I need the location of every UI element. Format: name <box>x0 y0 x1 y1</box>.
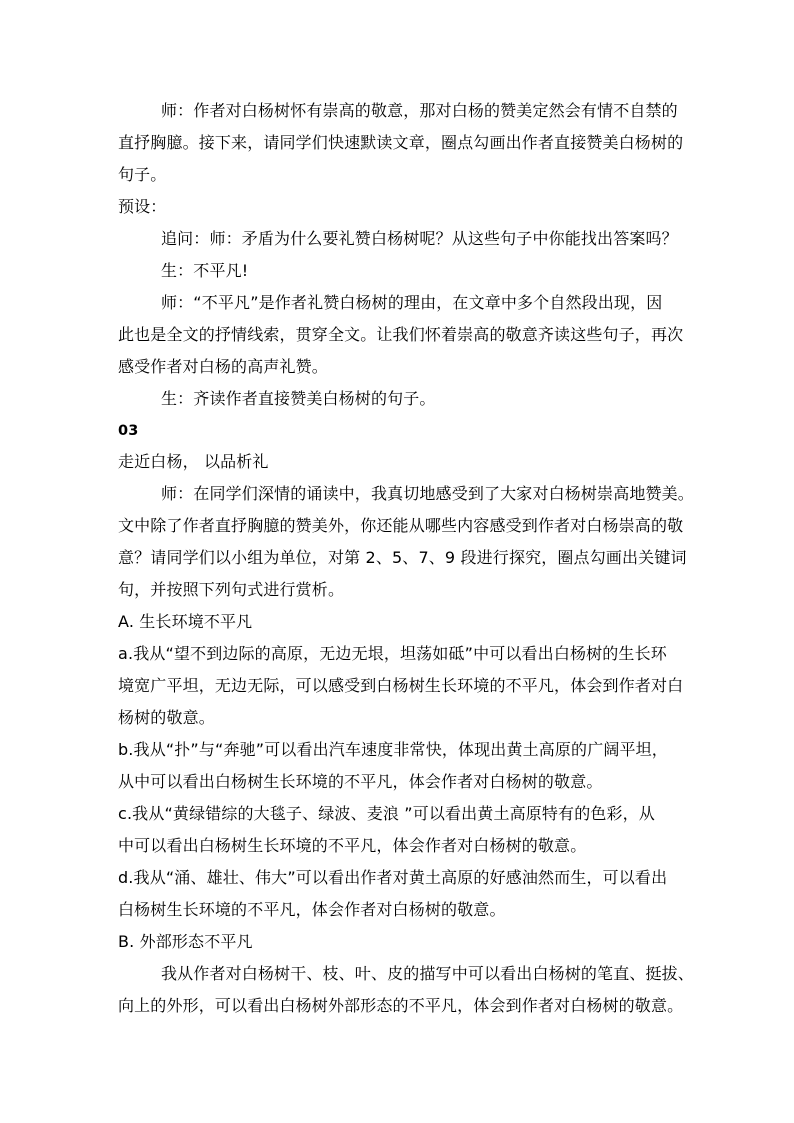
paragraph-line: 我从作者对白杨树干、枝、叶、皮的描写中可以看出白杨树的笔直、挺拔、 <box>161 964 694 983</box>
paragraph-line: 追问：师：矛盾为什么要礼赞白杨树呢？从这些句子中你能找出答案吗？ <box>161 229 678 248</box>
paragraph-line: 师：作者对白杨树怀有崇高的敬意，那对白杨的赞美定然会有情不自禁的 <box>161 101 678 120</box>
section-number: 03 <box>118 423 139 439</box>
list-item-line: a.我从“望不到边际的高原，无边无垠，坦荡如砥”中可以看出白杨树的生长环 <box>118 644 667 663</box>
list-item-line: b.我从“扑”与“奔驰”可以看出汽车速度非常快，体现出黄土高原的广阔平坦， <box>118 740 668 759</box>
subheading: A. 生长环境不平凡 <box>118 612 253 631</box>
paragraph-line: 直抒胸臆。接下来，请同学们快速默读文章，圈点勾画出作者直接赞美白杨树的 <box>118 133 684 152</box>
section-heading: 走近白杨， 以品析礼 <box>118 452 269 471</box>
section-label: 预设： <box>118 197 167 216</box>
list-item-line: 白杨树生长环境的不平凡，体会作者对白杨树的敬意。 <box>118 900 506 919</box>
paragraph-line: 意？请同学们以小组为单位，对第 2、5、7、9 段进行探究，圈点勾画出关键词 <box>118 548 687 567</box>
paragraph-line: 生：不平凡! <box>161 261 249 280</box>
paragraph-line: 师：“不平凡”是作者礼赞白杨树的理由，在文章中多个自然段出现，因 <box>161 293 663 312</box>
paragraph-line: 向上的外形，可以看出白杨树外部形态的不平凡，体会到作者对白杨树的敬意。 <box>118 996 684 1015</box>
list-item-line: 杨树的敬意。 <box>118 708 215 727</box>
list-item-line: 中可以看出白杨树生长环境的不平凡，体会作者对白杨树的敬意。 <box>118 836 587 855</box>
list-item-line: 境宽广平坦，无边无际，可以感受到白杨树生长环境的不平凡，体会到作者对白 <box>118 676 684 695</box>
subheading: B. 外部形态不平凡 <box>118 932 253 951</box>
paragraph-line: 文中除了作者直抒胸臆的赞美外，你还能从哪些内容感受到作者对白杨崇高的敬 <box>118 516 684 535</box>
paragraph-line: 句子。 <box>118 165 167 184</box>
list-item-line: 从中可以看出白杨树生长环境的不平凡，体会作者对白杨树的敬意。 <box>118 772 603 791</box>
paragraph-line: 句，并按照下列句式进行赏析。 <box>118 580 345 599</box>
paragraph-line: 生：齐读作者直接赞美白杨树的句子。 <box>161 389 436 408</box>
list-item-line: d.我从“涌、雄壮、伟大”可以看出作者对黄土高原的好感油然而生，可以看出 <box>118 868 668 887</box>
list-item-line: c.我从“黄绿错综的大毯子、绿波、麦浪 ”可以看出黄土高原特有的色彩，从 <box>118 804 655 823</box>
paragraph-line: 感受作者对白杨的高声礼赞。 <box>118 357 328 376</box>
paragraph-line: 师：在同学们深情的诵读中，我真切地感受到了大家对白杨树崇高地赞美。 <box>161 484 694 503</box>
paragraph-line: 此也是全文的抒情线索，贯穿全文。让我们怀着崇高的敬意齐读这些句子，再次 <box>118 325 684 344</box>
